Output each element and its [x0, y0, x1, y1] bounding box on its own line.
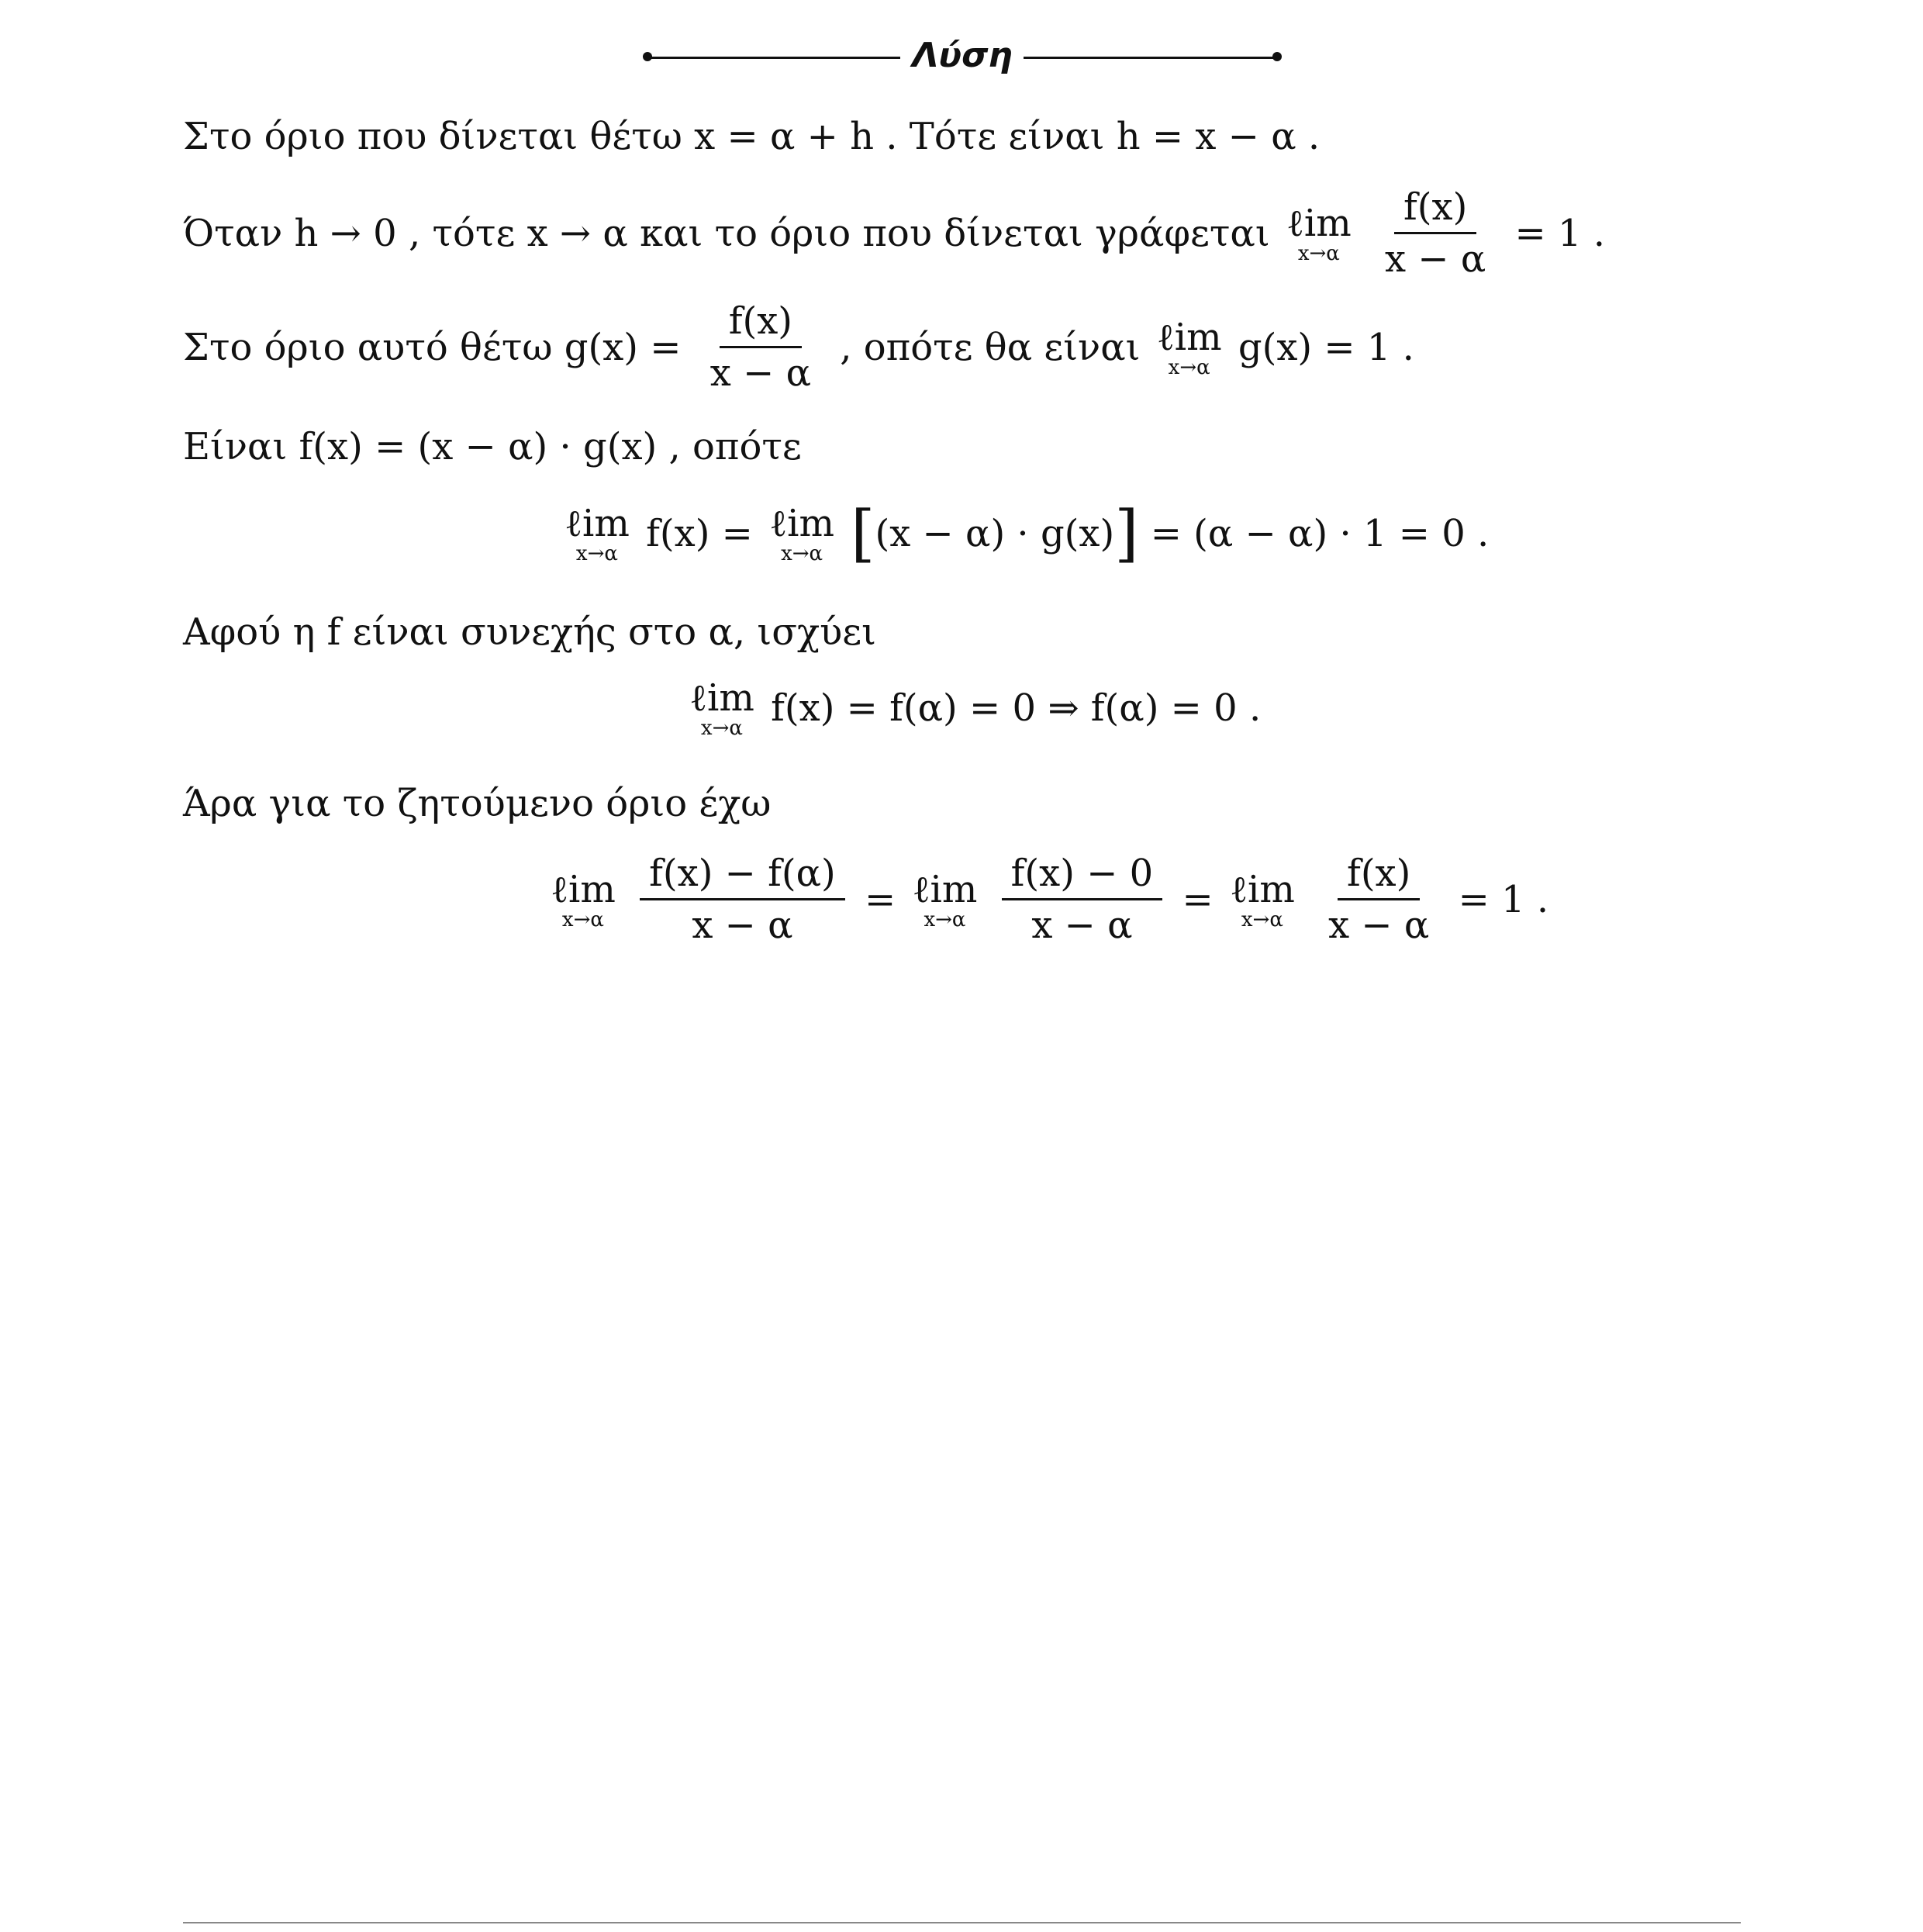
- fraction: [1002, 848, 1163, 950]
- equation-tail: f(x) = f(α) = 0 ⇒ f(α) = 0 .: [771, 686, 1262, 730]
- equation-tail: = 1 .: [1514, 211, 1606, 255]
- bracket-open: [: [851, 497, 875, 569]
- limit-subscript: x→α: [1168, 355, 1210, 379]
- fraction-numerator: f(x): [1338, 848, 1420, 900]
- fraction: [701, 296, 820, 398]
- equation-tail: g(x) = 1 .: [1238, 325, 1414, 369]
- limit-operator: [551, 869, 616, 931]
- fraction-denominator: x − α: [1328, 904, 1430, 947]
- fraction-numerator: f(x) − f(α): [640, 848, 845, 900]
- paragraph-5: Αφού η f είναι συνεχής στο α, ισχύει: [183, 610, 876, 654]
- limit-operator: [689, 677, 754, 739]
- limit-subscript: x→α: [700, 717, 743, 740]
- equals-sign: =: [865, 877, 896, 921]
- limit-word: ℓim: [1286, 201, 1352, 245]
- equation-tail: = (α − α) · 1 = 0 .: [1150, 512, 1490, 555]
- fraction-denominator: x − α: [692, 904, 793, 947]
- limit-subscript: x→α: [924, 907, 966, 931]
- paragraph-6: Άρα για το ζητούμενο όριο έχω: [183, 782, 772, 825]
- fraction-denominator: x − α: [1031, 904, 1133, 947]
- limit-operator: [1286, 202, 1352, 264]
- equation-part: f(x) =: [646, 512, 753, 555]
- equals-sign: =: [1182, 877, 1214, 921]
- fraction: [640, 848, 845, 950]
- fraction-numerator: f(x) − 0: [1002, 848, 1163, 900]
- limit-word: ℓim: [564, 502, 630, 545]
- fraction-numerator: f(x): [720, 296, 802, 348]
- limit-word: ℓim: [1156, 315, 1222, 359]
- equation-1: [560, 497, 1490, 569]
- heading-rule-right: [1024, 57, 1276, 59]
- heading-dot-right: [1272, 52, 1282, 61]
- limit-word: ℓim: [912, 867, 978, 911]
- limit-word: ℓim: [1229, 867, 1295, 911]
- limit-subscript: x→α: [561, 907, 604, 931]
- paragraph-2: [183, 182, 1605, 284]
- paragraph-3-text-a: Στο όριο αυτό θέτω g(x) =: [183, 325, 682, 369]
- bracket-content: (x − α) · g(x): [875, 512, 1115, 555]
- equation-tail: = 1 .: [1458, 877, 1549, 921]
- paragraph-3-text-b: , οπότε θα είναι: [840, 325, 1141, 369]
- limit-subscript: x→α: [575, 542, 618, 565]
- limit-operator: [1230, 869, 1295, 931]
- limit-operator: [769, 503, 834, 565]
- paragraph-3: [183, 296, 1414, 398]
- heading-title: Λύση: [912, 36, 1013, 75]
- fraction-denominator: x − α: [709, 351, 811, 395]
- limit-word: ℓim: [551, 867, 616, 911]
- fraction: [1376, 182, 1495, 284]
- fraction: [1319, 848, 1438, 950]
- limit-subscript: x→α: [1241, 907, 1283, 931]
- solution-heading: [0, 33, 1923, 79]
- paragraph-2-text: Όταν h → 0 , τότε x → α και το όριο που δίνεται γράφεται: [183, 211, 1270, 255]
- fraction-denominator: x − α: [1385, 237, 1486, 281]
- fraction-numerator: f(x): [1394, 182, 1476, 234]
- footer-rule: [183, 1922, 1741, 1923]
- paragraph-4: Είναι f(x) = (x − α) · g(x) , οπότε: [183, 425, 802, 468]
- limit-subscript: x→α: [781, 542, 823, 565]
- limit-word: ℓim: [769, 502, 835, 545]
- limit-operator: [564, 503, 630, 565]
- paragraph-1: Στο όριο που δίνεται θέτω x = α + h . Τότε είναι h = x − α .: [183, 115, 1321, 158]
- equation-3: [546, 848, 1548, 950]
- limit-operator: [913, 869, 978, 931]
- limit-operator: [1157, 316, 1222, 378]
- limit-word: ℓim: [689, 676, 754, 720]
- bracket-close: ]: [1114, 497, 1139, 569]
- equation-2: [685, 677, 1261, 739]
- limit-subscript: x→α: [1297, 241, 1340, 265]
- heading-rule-left: [647, 57, 900, 59]
